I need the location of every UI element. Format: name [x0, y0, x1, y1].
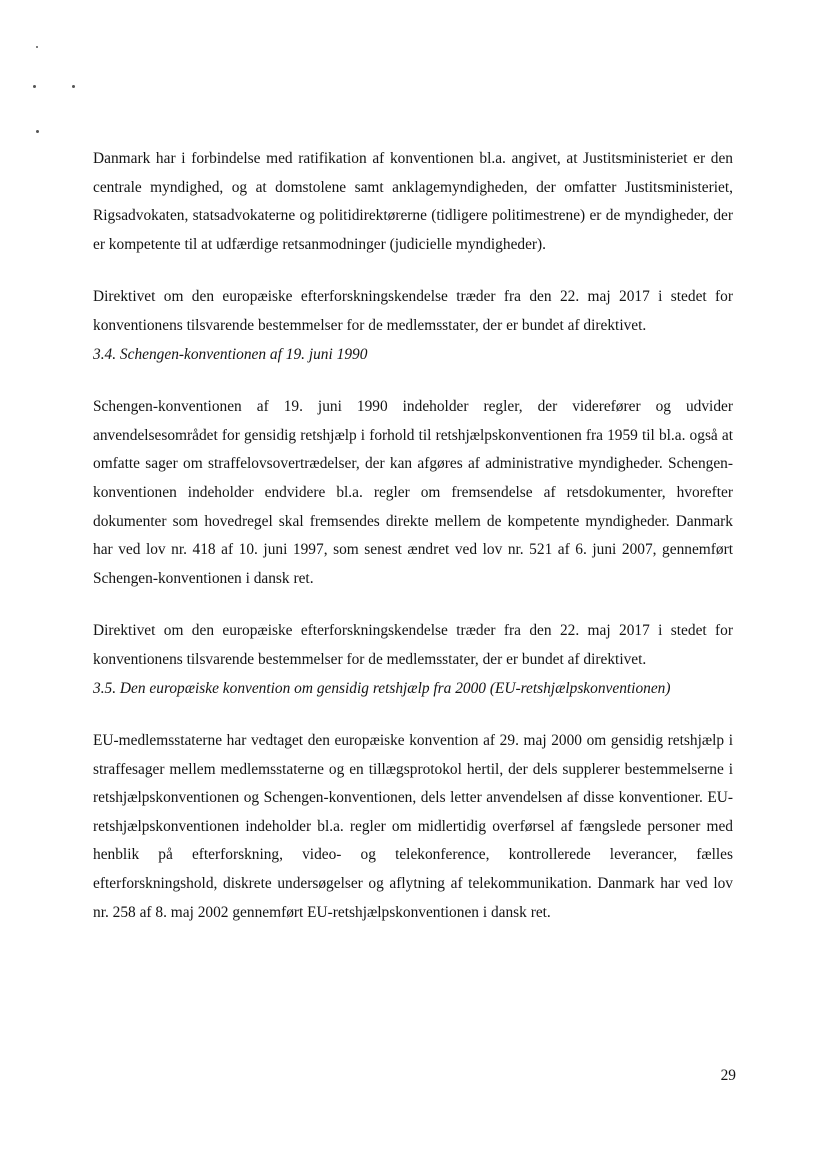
paragraph-directive-note: Direktivet om den europæiske efterforskningskendelse træder fra den 22. maj 2017 i stedet for konventionens tilsvarende bestemmelser for de medlemsstater, der er bundet af direktivet. [93, 622, 733, 668]
section-heading-3-5: 3.5. Den europæiske konvention om gensidig retshjælp fra 2000 (EU-retshjælpskonventionen) [93, 679, 671, 697]
document-body [93, 145, 733, 927]
page-number: 29 [720, 1067, 736, 1084]
scan-speck [72, 85, 75, 88]
paragraph-directive-note: Direktivet om den europæiske efterforskningskendelse træder fra den 22. maj 2017 i stedet for konventionens tilsvarende bestemmelser for de medlemsstater, der er bundet af direktivet. [93, 288, 733, 334]
scan-speck [36, 130, 39, 133]
paragraph-central-authority: Danmark har i forbindelse med ratifikation af konventionen bl.a. angivet, at Justitsministeriet er den centrale myndighed, og at domstolene samt anklagemyndigheden, der omfatter Justitsministeriet, Rigsadvokaten, statsadvokaterne og politidirektørerne (tidligere politimestrene) er de myndigheder, der er kompetente til at udfærdige retsanmodninger (judicielle myndigheder). [93, 150, 733, 253]
scan-speck [33, 85, 36, 88]
paragraph-schengen: Schengen-konventionen af 19. juni 1990 indeholder regler, der viderefører og udvider anvendelsesområdet for gensidig retshjælp i forhold til retshjælpskonventionen fra 1959 til bl.a. også at omfatte sager om straffelovsovertrædelser, der kan afgøres af administrative myndigheder. Schengen-konventionen indeholder endvidere bl.a. regler om fremsendelse af retsdokumenter, hvorefter dokumenter som hovedregel skal fremsendes direkte mellem de kompetente myndigheder. Danmark har ved lov nr. 418 af 10. juni 1997, som senest ændret ved lov nr. 521 af 6. juni 2007, gennemført Schengen-konventionen i dansk ret. [93, 398, 733, 587]
scan-speck [36, 46, 38, 48]
section-heading-3-4: 3.4. Schengen-konventionen af 19. juni 1990 [93, 345, 368, 363]
paragraph-eu-convention: EU-medlemsstaterne har vedtaget den europæiske konvention af 29. maj 2000 om gensidig retshjælp i straffesager mellem medlemsstaterne og en tillægsprotokol hertil, der dels supplerer bestemmelserne i retshjælpskonventionen og Schengen-konventionen, dels letter anvendelsen af disse konventioner. EU-retshjælpskonventionen indeholder bl.a. regler om midlertidig overførsel af fængslede personer med henblik på efterforskning, video- og telekonference, kontrollerede leverancer, fælles efterforskningshold, diskrete undersøgelser og aflytning af telekommunikation. Danmark har ved lov nr. 258 af 8. maj 2002 gennemført EU-retshjælpskonventionen i dansk ret. [93, 732, 733, 921]
